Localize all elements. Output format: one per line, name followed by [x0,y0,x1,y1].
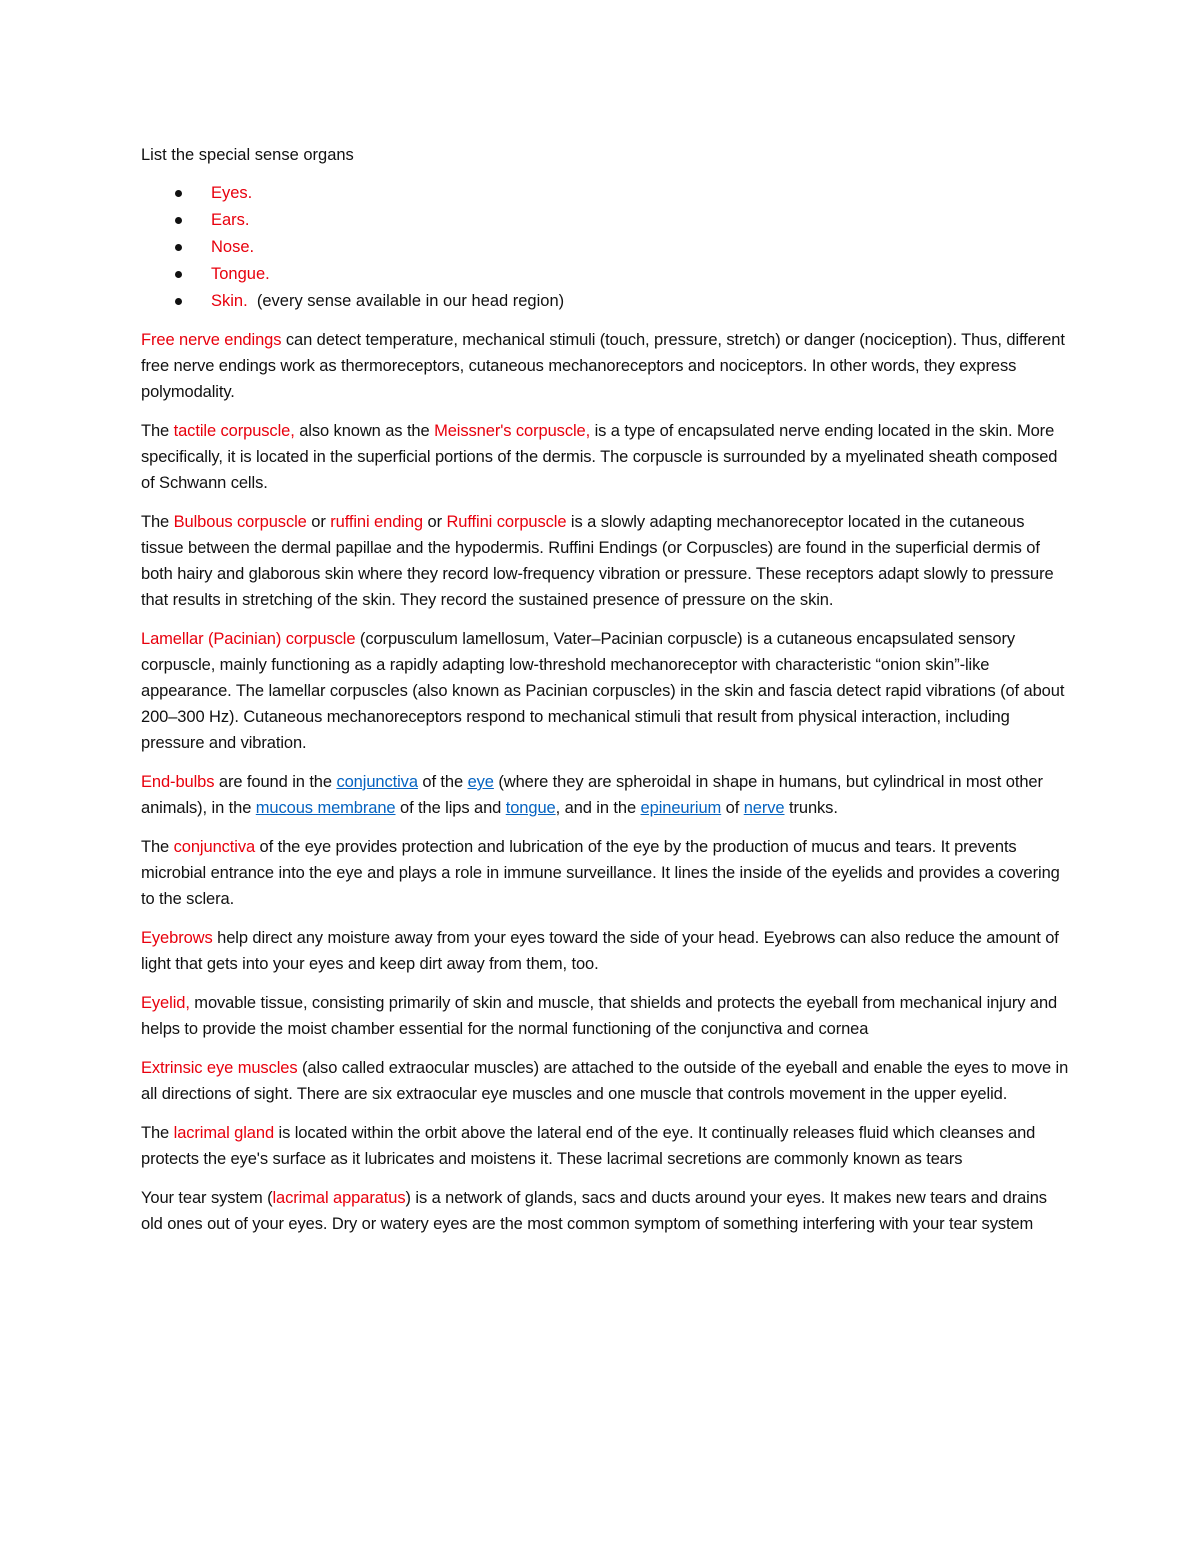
term-highlight: Lamellar (Pacinian) corpuscle [141,630,356,648]
term-highlight: Free nerve endings [141,331,282,349]
paragraph-lacrimal-apparatus [141,1185,1070,1237]
term-highlight: lacrimal gland [173,1124,275,1142]
list-item [211,288,1070,315]
list-item [211,261,1070,288]
body-text: The [141,513,174,531]
paragraph-bulbous-corpuscle [141,509,1070,613]
term-highlight: Meissner's corpuscle, [434,422,591,440]
hyperlink[interactable]: eye [467,773,494,791]
body-text: , and in the [555,799,641,817]
body-text: The [141,1124,174,1142]
body-text: (also called extraocular muscles) are attached to the outside of the eyeball and enable the eyes to move in all directions of sight. There are six extraocular eye muscles and one muscle that controls movement in the upper eyelid. [141,1059,1069,1103]
hyperlink[interactable]: epineurium [640,799,722,817]
organ-label: Nose. [211,238,255,256]
body-text: or [306,513,331,531]
bullet-icon [175,244,182,251]
document-body [141,327,1070,1237]
document-title: List the special sense organs [141,146,354,164]
body-text: ) is a network of glands, sacs and ducts around your eyes. It makes new tears and drains old ones out of your eyes. Dry or watery eyes are the most common symptom of something interfering with your tear system [141,1189,1047,1233]
body-text: is a slowly adapting mechanoreceptor located in the cutaneous tissue between the dermal papillae and the hypodermis. Ruffini Endings (or Corpuscles) are found in the superficial dermis of both hairy and glaborous skin where they record low-frequency vibration or pressure. These receptors adapt slowly to pressure that results in stretching of the skin. They record the sustained presence of pressure on the skin. [141,513,1054,609]
list-item [211,180,1070,207]
sense-organ-list [141,180,1070,315]
body-text: movable tissue, consisting primarily of skin and muscle, that shields and protects the eyeball from mechanical injury and helps to provide the moist chamber essential for the normal functioning of the conjunctiva and cornea [141,994,1058,1038]
hyperlink[interactable]: mucous membrane [255,799,396,817]
term-highlight: conjunctiva [173,838,256,856]
term-highlight: Extrinsic eye muscles [141,1059,298,1077]
body-text: also known as the [294,422,435,440]
organ-label: Skin. [211,292,248,310]
body-text: trunks. [784,799,838,817]
paragraph-lamellar-corpuscle [141,626,1070,756]
body-text: The [141,422,174,440]
term-highlight: lacrimal apparatus [272,1189,406,1207]
organ-label: Ears. [211,211,250,229]
body-text: of the lips and [395,799,506,817]
bullet-icon [175,190,182,197]
hyperlink[interactable]: tongue [505,799,556,817]
paragraph-eyebrows [141,925,1070,977]
hyperlink[interactable]: nerve [743,799,785,817]
paragraph-extrinsic-eye-muscles [141,1055,1070,1107]
organ-label: Eyes. [211,184,253,202]
body-text: of the eye provides protection and lubrication of the eye by the production of mucus and tears. It prevents microbial entrance into the eye and plays a role in immune surveillance. It lines the inside of the eyelids and provides a covering to the sclera. [141,838,1060,908]
paragraph-free-nerve-endings [141,327,1070,405]
body-text: is located within the orbit above the lateral end of the eye. It continually releases fluid which cleanses and protects the eye's surface as it lubricates and moistens it. These lacrimal secretions are commonly known as tears [141,1124,1036,1168]
body-text: (corpusculum lamellosum, Vater–Pacinian corpuscle) is a cutaneous encapsulated sensory corpuscle, mainly functioning as a rapidly adapting low-threshold mechanoreceptor with characteristic “onion skin”-like appearance. The lamellar corpuscles (also known as Pacinian corpuscles) in the skin and fascia detect rapid vibrations (of about 200–300 Hz). Cutaneous mechanoreceptors respond to mechanical stimuli that result from physical interaction, including pressure and vibration. [141,630,1065,752]
term-highlight: End-bulbs [141,773,215,791]
term-highlight: Ruffini corpuscle [446,513,567,531]
body-text: help direct any moisture away from your eyes toward the side of your head. Eyebrows can also reduce the amount of light that gets into your eyes and keep dirt away from them, too. [141,929,1059,973]
paragraph-tactile-corpuscle [141,418,1070,496]
body-text: Your tear system ( [141,1189,273,1207]
body-text: is a type of encapsulated nerve ending located in the skin. More specifically, it is located in the superficial portions of the dermis. The corpuscle is surrounded by a myelinated sheath composed of Schwann cells. [141,422,1058,492]
body-text: of the [417,773,468,791]
body-text: are found in the [214,773,337,791]
term-highlight: Bulbous corpuscle [173,513,307,531]
paragraph-eyelid [141,990,1070,1042]
paragraph-conjunctiva [141,834,1070,912]
body-text: (where they are spheroidal in shape in humans, but cylindrical in most other animals), in the [141,773,1043,817]
paragraph-lacrimal-gland [141,1120,1070,1172]
term-highlight: Eyelid, [141,994,190,1012]
list-item [211,234,1070,261]
organ-note: (every sense available in our head region) [247,292,565,310]
body-text: or [423,513,447,531]
organ-label: Tongue. [211,265,270,283]
term-highlight: ruffini ending [330,513,424,531]
term-highlight: tactile corpuscle, [173,422,295,440]
body-text: The [141,838,174,856]
body-text: can detect temperature, mechanical stimuli (touch, pressure, stretch) or danger (nociception). Thus, different free nerve endings work as thermoreceptors, cutaneous mechanoreceptors and nociceptors. In other words, they express polymodality. [141,331,1065,401]
bullet-icon [175,298,182,305]
paragraph-end-bulbs [141,769,1070,821]
bullet-icon [175,217,182,224]
list-item [211,207,1070,234]
body-text: of [721,799,744,817]
hyperlink[interactable]: conjunctiva [336,773,418,791]
bullet-icon [175,271,182,278]
term-highlight: Eyebrows [141,929,213,947]
